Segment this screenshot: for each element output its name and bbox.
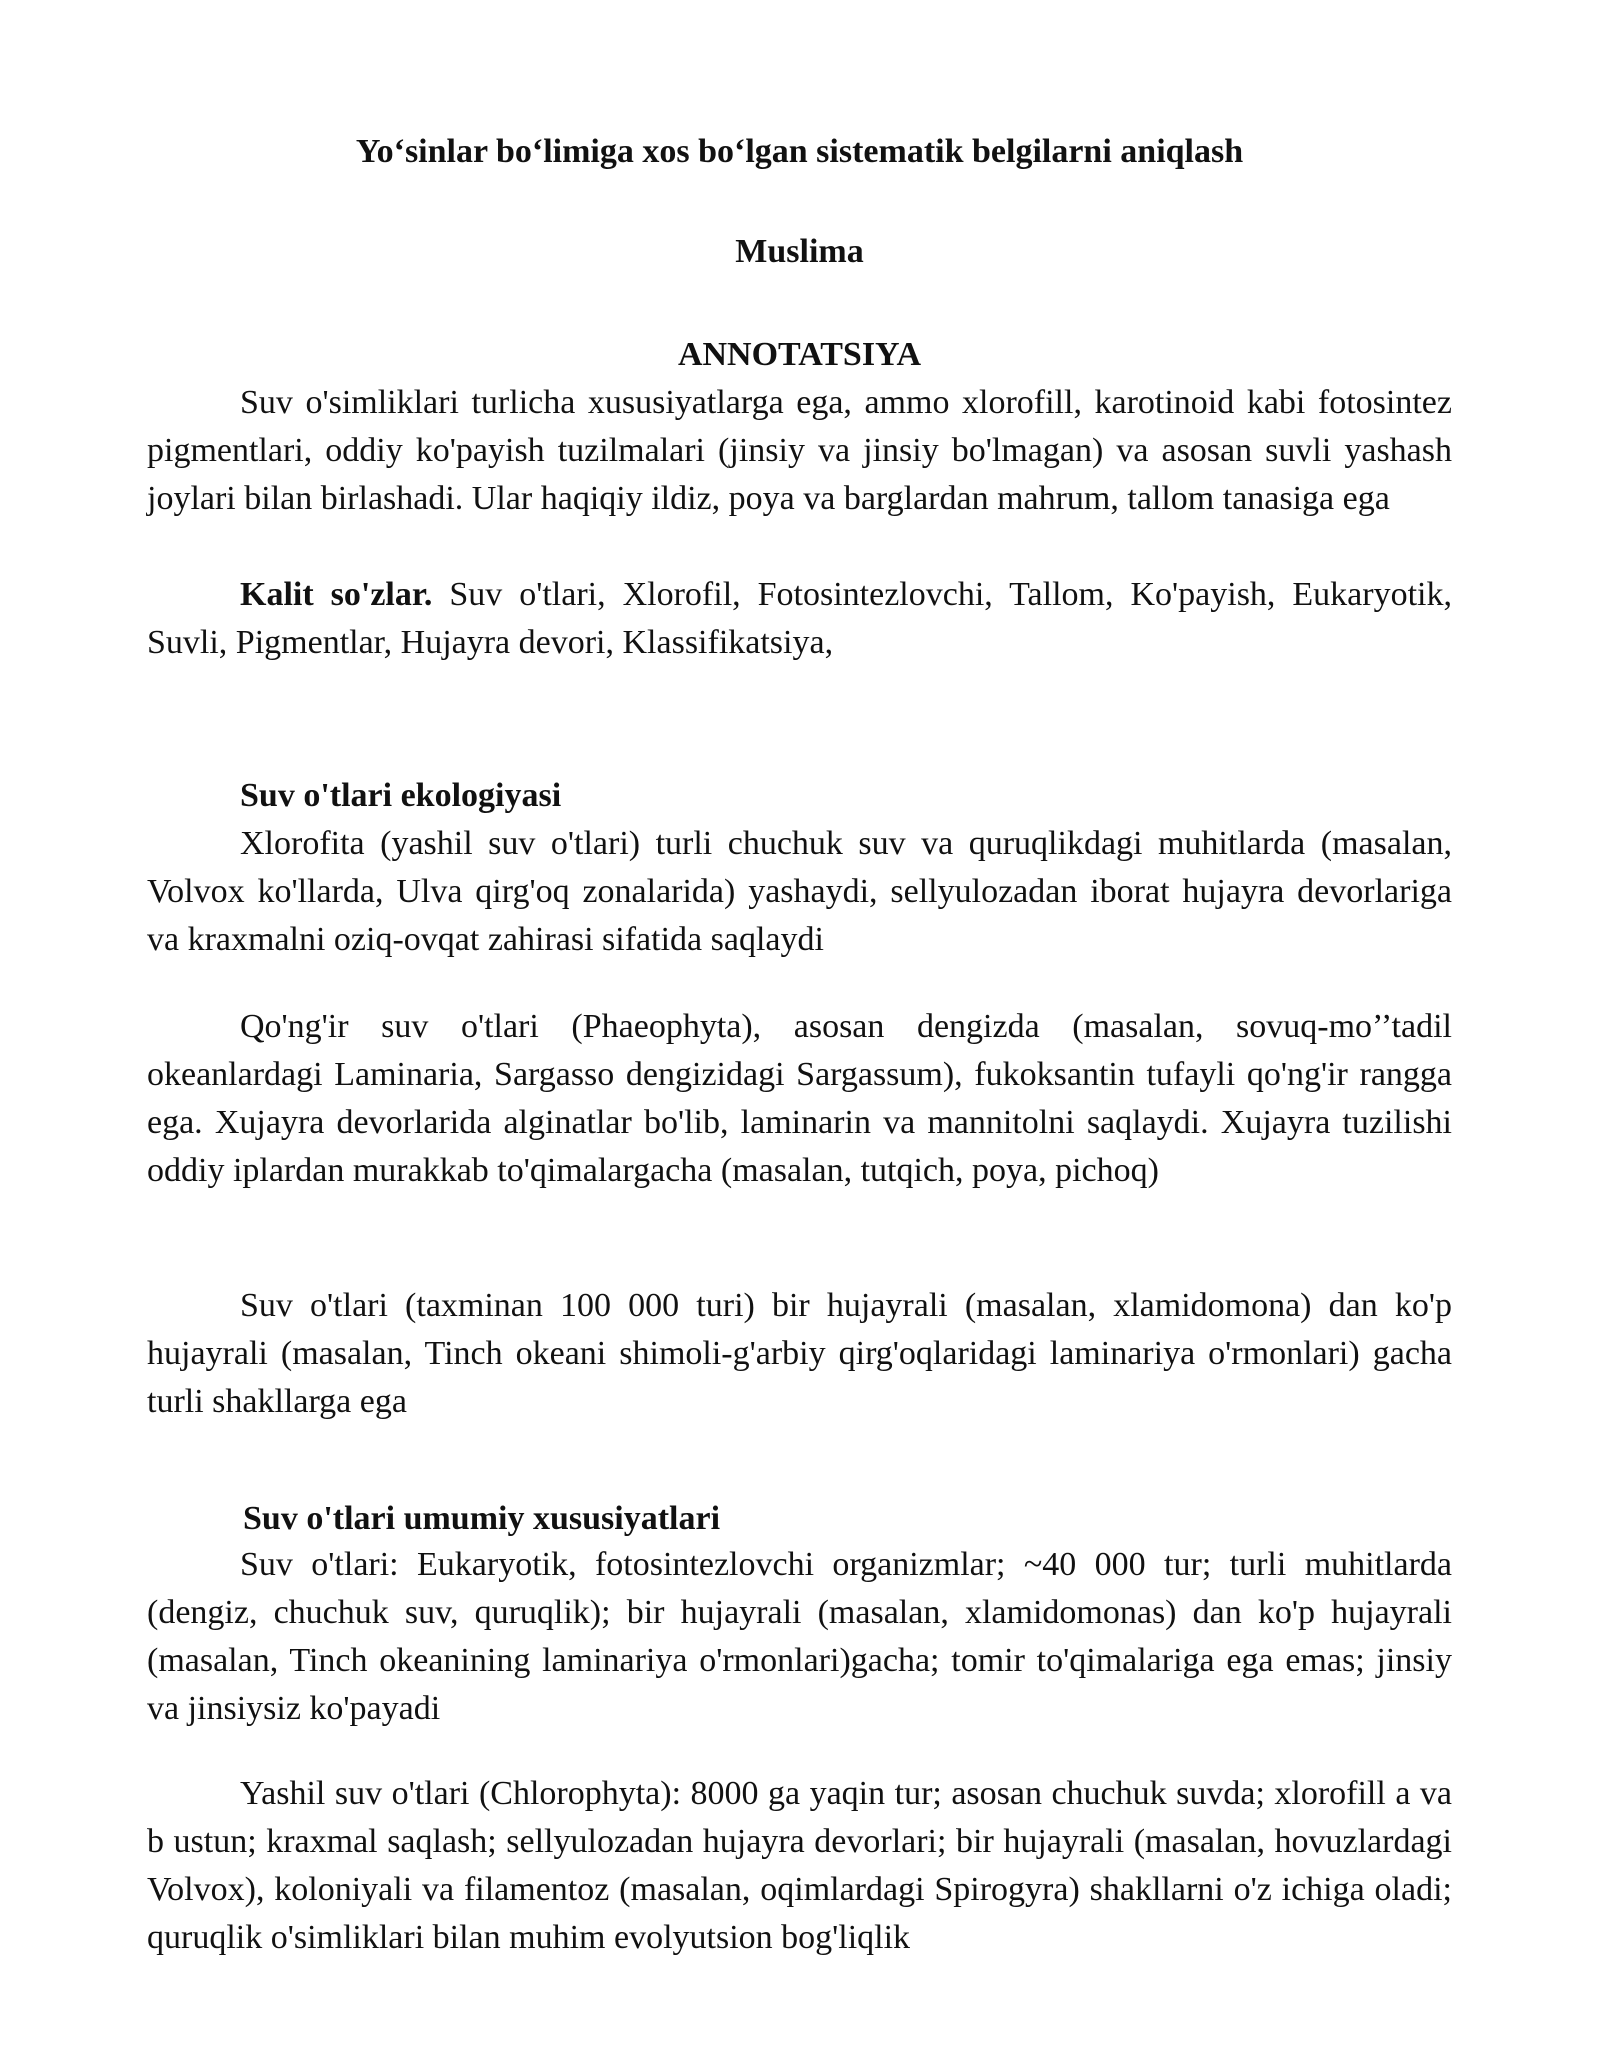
section-heading-ecology: Suv o'tlari ekologiyasi [240,777,562,814]
ecology-paragraph-1: Xlorofita (yashil suv o'tlari) turli chuchuk suv va quruqlikdagi muhitlarda (masalan, Volvox ko'llarda, Ulva qirg'oq zonalarida) yashaydi, sellyulozadan iborat hujayra devorlariga va kraxmalni oziq-ovqat zahirasi sifatida saqlaydi [147,825,1452,958]
general-paragraph-1: Suv o'tlari: Eukaryotik, fotosintezlovchi organizmlar; ~40 000 tur; turli muhitlarda (dengiz, chuchuk suv, quruqlik); bir hujayrali (masalan, xlamidomonas) dan ko'p hujayrali (masalan, Tinch okeanining laminariya o'rmonlari)gacha; tomir to'qimalariga ega emas; jinsiy va jinsiysiz ko'payadi [147,1546,1452,1727]
annotation-heading: ANNOTATSIYA [677,336,922,373]
keywords-text: Suv o'tlari, Xlorofil, Fotosintezlovchi, Tallom, Ko'payish, Eukaryotik, Suvli, Pigmentlar, Hujayra devori, Klassifikatsiya, [147,576,1452,661]
annotation-text: Suv o'simliklari turlicha xususiyatlarga ega, ammo xlorofill, karotinoid kabi fotosintez pigmentlari, oddiy ko'payish tuzilmalari (jinsiy va jinsiy bo'lmagan) va asosan suvli yashash joylari bilan birlashadi. Ular haqiqiy ildiz, poya va barglardan mahrum, tallom tanasiga ega [147,384,1452,517]
document-title: Yo‘sinlar bo‘limiga xos bo‘lgan sistematik belgilarni aniqlash [355,133,1244,170]
section-heading-general: Suv o'tlari umumiy xususiyatlari [243,1500,721,1537]
ecology-paragraph-2: Qo'ng'ir suv o'tlari (Phaeophyta), asosan dengizda (masalan, sovuq-mo’’tadil okeanlardagi Laminaria, Sargasso dengizidagi Sargassum), fukoksantin tufayli qo'ng'ir rangga ega. Xujayra devorlarida alginatlar bo'lib, laminarin va mannitolni saqlaydi. Xujayra tuzilishi oddiy iplardan murakkab to'qimalargacha (masalan, tutqich, poya, pichoq) [147,1008,1452,1189]
keywords-label: Kalit so'zlar. [240,576,433,613]
keywords-paragraph [147,571,1452,667]
general-paragraph-2: Yashil suv o'tlari (Chlorophyta): 8000 ga yaqin tur; asosan chuchuk suvda; xlorofill a va b ustun; kraxmal saqlash; sellyulozadan hujayra devorlari; bir hujayrali (masalan, hovuzlardagi Volvox), koloniyali va filamentoz (masalan, oqimlardagi Spirogyra) shakllarni o'z ichiga oladi; quruqlik o'simliklari bilan muhim evolyutsion bog'liqlik [147,1775,1452,1956]
author-name: Muslima [735,233,864,270]
ecology-paragraph-3: Suv o'tlari (taxminan 100 000 turi) bir hujayrali (masalan, xlamidomona) dan ko'p hujayrali (masalan, Tinch okeani shimoli-g'arbiy qirg'oqlaridagi laminariya o'rmonlari) gacha turli shakllarga ega [147,1287,1452,1420]
